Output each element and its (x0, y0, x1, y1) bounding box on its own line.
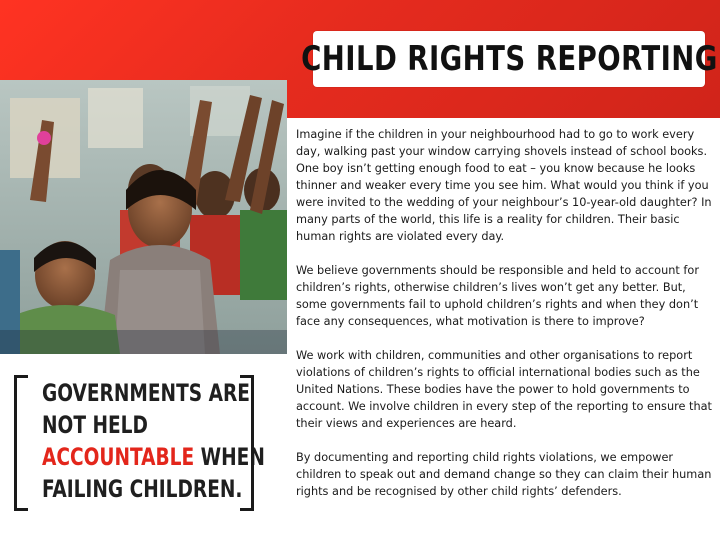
quote-line-3 (42, 441, 265, 473)
paragraph-2: We believe governments should be responsible and held to account for children’s rights, otherwise children’s lives won’t get any better. But, some governments fail to uphold children’s rights and when they don’t face any consequences, what motivation is there to improve? (296, 264, 699, 328)
children-classroom-photo (0, 80, 287, 354)
quote-accent-word: ACCOUNTABLE (42, 443, 195, 471)
quote-line-4: FAILING CHILDREN. (42, 475, 243, 503)
paragraph-1: Imagine if the children in your neighbourhood had to go to work every day, walking past your window carrying shovels instead of school books. One boy isn’t getting enough food to eat – you know because he looks thinner and weaker every time you see him. What would you think if you were invited to the wedding of your neighbour’s 10-year-old daughter? In many parts of the world, this life is a reality for children. Their basic human rights are violated every day. (296, 128, 712, 243)
pull-quote (14, 375, 265, 511)
quote-line-1: GOVERNMENTS ARE (42, 379, 250, 407)
pull-quote-text (42, 377, 265, 505)
quote-line-3-rest: WHEN (194, 443, 265, 471)
quote-line-2: NOT HELD (42, 411, 148, 439)
left-bracket (14, 375, 28, 511)
paragraph-3: We work with children, communities and other organisations to report violations of children’s rights to official international bodies such as the United Nations. These bodies have the power to hold governments to account. We involve children in every step of the reporting to ensure that their views and experiences are heard. (296, 349, 712, 430)
right-bracket (240, 375, 254, 511)
body-text (296, 126, 714, 517)
page-title: CHILD RIGHTS REPORTING (300, 39, 718, 79)
paragraph-4: By documenting and reporting child rights violations, we empower children to speak out and demand change so they can claim their human rights and be recognised by other child rights’ defenders. (296, 451, 712, 498)
title-box (300, 31, 718, 87)
